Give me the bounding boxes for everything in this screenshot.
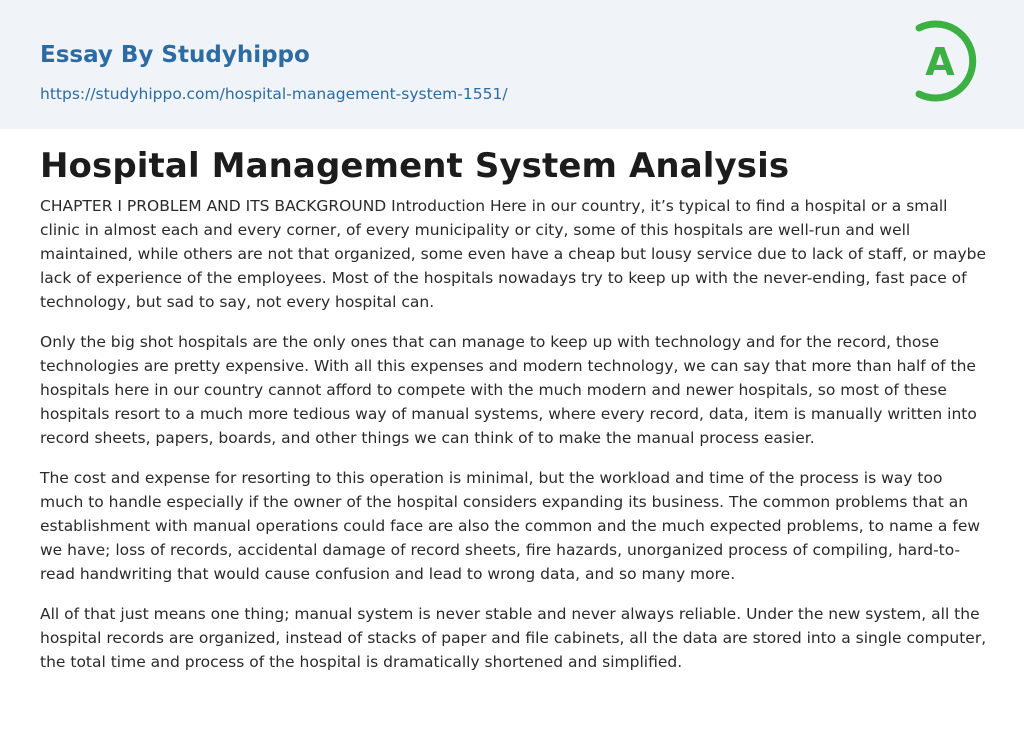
site-header xyxy=(0,0,1024,129)
essay-paragraph: CHAPTER I PROBLEM AND ITS BACKGROUND Introduction Here in our country, it’s typical to find a hospital or a small clinic in almost each and every corner, of every municipality or city, some of this hospitals are well-run and well maintained, while others are not that organized, some even have a cheap but lousy service due to lack of staff, or maybe lack of experience of the employees. Most of the hospitals nowadays try to keep up with the never-ending, fast pace of technology, but sad to say, not every hospital can. xyxy=(40,197,987,311)
essay-paragraph: All of that just means one thing; manual system is never stable and never always reliable. Under the new system, all the hospital records are organized, instead of stacks of paper and file cabinets, all the data are stored into a single computer, the total time and process of the hospital is dramatically shortened and simplified. xyxy=(40,605,987,671)
essay-paragraph: The cost and expense for resorting to this operation is minimal, but the workload and time of the process is way too much to handle especially if the owner of the hospital considers expanding its business. The common problems that an establishment with manual operations could face are also the common and the much expected problems, to name a few we have; loss of records, accidental damage of record sheets, fire hazards, unorganized process of compiling, hard-to-read handwriting that would cause confusion and lead to wrong data, and so many more. xyxy=(40,469,981,583)
essay-title: Hospital Management System Analysis xyxy=(40,146,790,186)
site-brand[interactable]: Essay By Studyhippo xyxy=(40,42,310,68)
essay-body xyxy=(40,194,988,690)
essay-paragraph: Only the big shot hospitals are the only ones that can manage to keep up with technology and for the record, those technologies are pretty expensive. With all this expenses and modern technology, we can say that more than half of the hospitals here in our country cannot afford to compete with the much modern and newer hospitals, so most of these hospitals resort to a much more tedious way of manual systems, where every record, data, item is manually written into record sheets, papers, boards, and other things we can think of to make the manual process easier. xyxy=(40,333,977,447)
logo-letter: A xyxy=(925,40,955,84)
essay-url-link[interactable]: https://studyhippo.com/hospital-management-system-1551/ xyxy=(40,85,508,103)
logo-icon[interactable] xyxy=(911,18,987,106)
